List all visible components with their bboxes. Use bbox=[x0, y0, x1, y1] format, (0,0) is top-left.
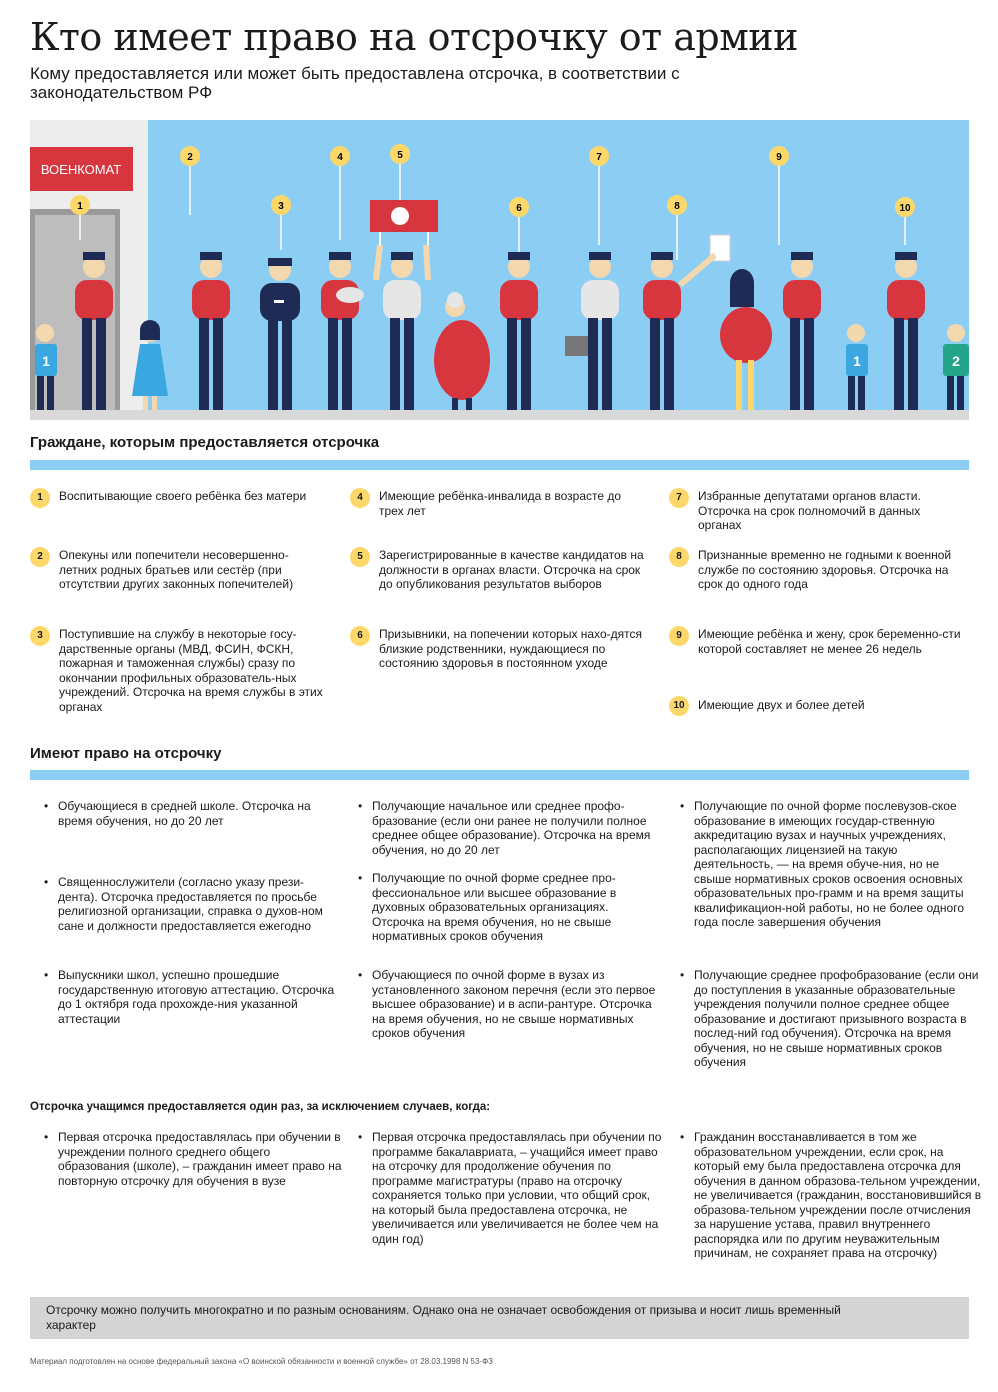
item-text: Имеющие ребёнка-инвалида в возрасте до трех лет bbox=[379, 489, 622, 518]
item-text: Призывники, на попечении которых нахо-дятся близкие родственники, нуждающиеся по состоянию здоровья в постоянном уходе bbox=[379, 627, 642, 670]
ground bbox=[30, 410, 969, 420]
shirt-number-3: 2 bbox=[952, 353, 960, 369]
item-number: 2 bbox=[30, 547, 50, 567]
note-text: Отсрочку можно получить многократно и по разным основаниям. Однако она не означает освобождения от призыва и носит лишь временный характер bbox=[46, 1303, 841, 1332]
marker-2-label: 2 bbox=[187, 152, 193, 163]
speech-icon bbox=[391, 207, 409, 225]
marker-3-label: 3 bbox=[278, 201, 284, 212]
page-title: Кто имеет право на отсрочку от армии bbox=[30, 15, 798, 59]
list-item: • Священнослужители (согласно указу прези-дента). Отсрочка предоставляется по просьбе религиозной организации, справка о духов-ном сане и должности предоставляется ежегодно bbox=[44, 875, 343, 933]
marker-1-label: 1 bbox=[77, 201, 83, 212]
page-subtitle: Кому предоставляется или может быть предоставлена отсрочка, в соответствии с законодательством РФ bbox=[30, 64, 680, 102]
item-number: 9 bbox=[669, 626, 689, 646]
voenkomat-sign-text: ВОЕНКОМАТ bbox=[40, 162, 122, 177]
item-number: 3 bbox=[30, 626, 50, 646]
section2-divider bbox=[30, 770, 969, 780]
marker-5-label: 5 bbox=[397, 150, 403, 161]
note-box bbox=[30, 1297, 969, 1339]
marker-10-label: 10 bbox=[899, 203, 911, 214]
item-number: 4 bbox=[350, 488, 370, 508]
illustration bbox=[30, 120, 969, 420]
marker-7-label: 7 bbox=[596, 152, 602, 163]
list-item: • Первая отсрочка предоставлялась при обучении по программе бакалавриата, – учащийся имеет право на отсрочку для продолжение обучения по программе магистратуры (право на отсрочку сохраняется только при условии, что общий срок, на который была предоставлена отсрочка, не увеличивается или увеличивается не более чем на один год) bbox=[358, 1130, 664, 1246]
conditions-title: Отсрочка учащимся предоставляется один раз, за исключением случаев, когда: bbox=[30, 1101, 491, 1113]
item-text: Избранные депутатами органов власти. Отсрочка на срок полномочий в данных органах bbox=[698, 489, 921, 532]
marker-4-label: 4 bbox=[337, 152, 343, 163]
item-text: Воспитывающие своего ребёнка без матери bbox=[59, 489, 307, 503]
item-text: Зарегистрированные в качестве кандидатов на должности в органах власти. Отсрочка на срок до опубликования результатов выборов bbox=[379, 548, 644, 591]
list-item: • Обучающиеся по очной форме в вузах из установленного законом перечня (если это первое высшее образование) и в аспи-рантуре. Отсрочка на время обучения, но не свыше нормативных сроков обучения bbox=[358, 968, 657, 1041]
item-text: Опекуны или попечители несовершенно-летних родных братьев или сестёр (при отсутствии других законных попечителей) bbox=[59, 548, 294, 591]
list-item: • Обучающиеся в средней школе. Отсрочка на время обучения, но до 20 лет bbox=[44, 799, 336, 828]
item-text: Имеющие двух и более детей bbox=[698, 698, 865, 712]
list-item: • Получающие по очной форме среднее про-фессиональное или высшее образование в духовных образовательных организациях. Отсрочка на время обучения, но не свыше нормативных сроков обучения bbox=[358, 871, 657, 944]
item-text: Имеющие ребёнка и жену, срок беременно-сти которой составляет не менее 26 недель bbox=[698, 627, 961, 656]
marker-8-label: 8 bbox=[674, 201, 680, 212]
item-number: 10 bbox=[669, 696, 689, 716]
marker-9-label: 9 bbox=[776, 152, 782, 163]
list-item: • Получающие начальное или среднее профо-бразование (если они ранее не получили полное среднее общее образование). Отсрочка на время обучения, но до 20 лет bbox=[358, 799, 657, 857]
item-number: 1 bbox=[30, 488, 50, 508]
sky-background bbox=[30, 120, 969, 420]
item-text: Признанные временно не годными к военной службе по состоянию здоровья. Отсрочка на срок до одного года bbox=[698, 548, 952, 591]
illustration-svg bbox=[30, 120, 969, 420]
section1-title: Граждане, которым предоставляется отсрочка bbox=[30, 434, 380, 451]
item-text: Поступившие на службу в некоторые госу-дарственные органы (МВД, ФСИН, ФСКН, пожарная и таможенная службы) сразу по окончании профильных образователь-ных учреждений. Отсрочка на время службы в этих органах bbox=[59, 627, 323, 714]
shirt-number-2: 1 bbox=[853, 353, 861, 369]
item-number: 6 bbox=[350, 626, 370, 646]
list-item: • Гражданин восстанавливается в том же образовательном учреждении, если срок, на который ему была предоставлена отсрочка для обучения в данном образова-тельном учреждении, не увеличивается (гражданин, восстановившийся в образова-тельном учреждении после отчисления за нарушение устава, правил внутреннего распорядка или по другим неуважительным причинам, не сохраняет права на отсрочку) bbox=[680, 1130, 982, 1261]
item-number: 7 bbox=[669, 488, 689, 508]
footer-source: Материал подготовлен на основе федеральный закона «О воинской обязанности и военной службе» от 28.03.1998 N 53-ФЗ bbox=[30, 1357, 493, 1366]
list-item: • Первая отсрочка предоставлялась при обучении в учреждении полного среднего общего образования (школе), – гражданин имеет право на повторную отсрочку для обучения в вузе bbox=[44, 1130, 343, 1188]
section1-divider bbox=[30, 460, 969, 470]
shirt-number-1: 1 bbox=[42, 353, 50, 369]
section2-title: Имеют право на отсрочку bbox=[30, 745, 222, 762]
item-number: 8 bbox=[669, 547, 689, 567]
list-item: • Выпускники школ, успешно прошедшие государственную итоговую аттестацию. Отсрочка до 1 октября года прохожде-ния указанной аттестации bbox=[44, 968, 336, 1026]
list-item: • Получающие среднее профобразование (если они до поступления в указанные образовательные учреждения получили полное среднее общее образование и достигают призывного возраста в послед-ний год обучения). Отсрочка на время обучения, но не свыше нормативных сроков обучения bbox=[680, 968, 979, 1070]
baby-icon bbox=[336, 287, 364, 303]
item-number: 5 bbox=[350, 547, 370, 567]
marker-6-label: 6 bbox=[516, 203, 522, 214]
list-item: • Получающие по очной форме послевузов-ское образование в имеющих государ-ственную аккредитацию вузах и научных учреждениях, располагающих лицензией на такую деятельность, — на время обуче-ния, но не свыше нормативных сроков освоения основных образовательных про-грамм и на время защиты квалификацион-ной работы, но не более одного года после завершения обучения bbox=[680, 799, 979, 930]
